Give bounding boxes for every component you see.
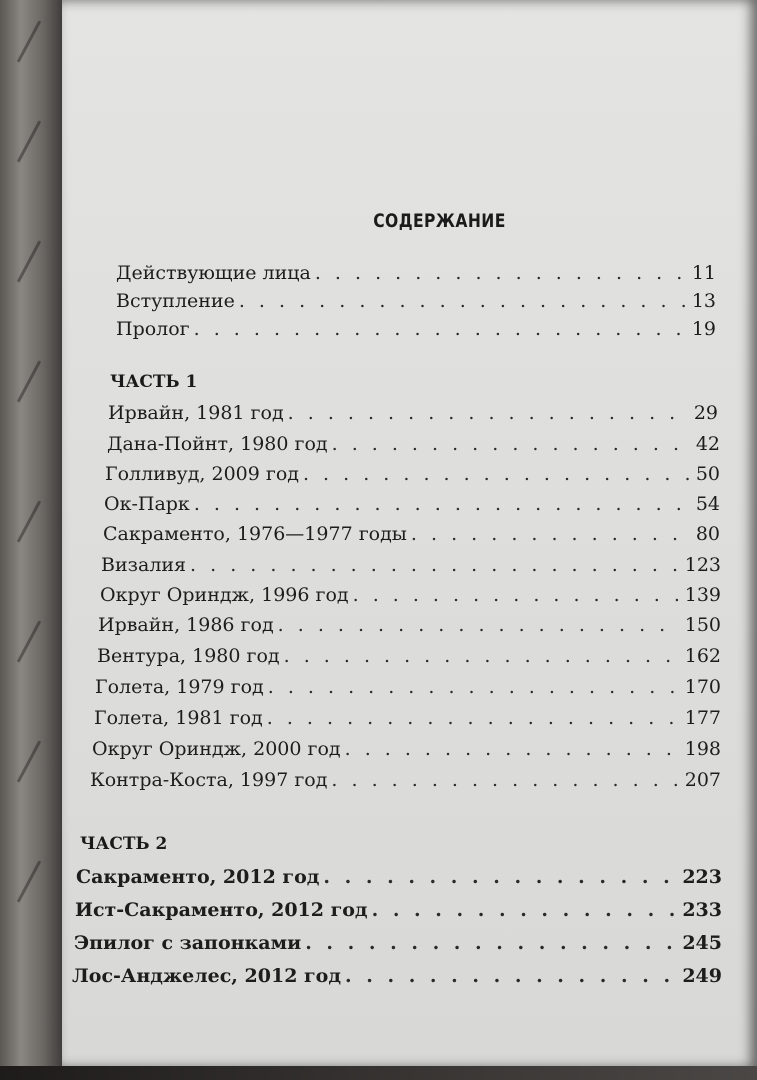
part-heading: ЧАСТЬ 2 — [80, 834, 168, 854]
toc-title: СОДЕРЖАНИЕ — [373, 210, 506, 232]
leader-dots — [239, 290, 688, 312]
toc-entry-label: Голета, 1979 год — [95, 676, 264, 698]
toc-entry-label: Лос-Анджелес, 2012 год — [72, 965, 342, 987]
toc-entry — [76, 866, 722, 896]
part-heading: ЧАСТЬ 1 — [110, 372, 198, 392]
toc-entry-page: 177 — [684, 707, 721, 729]
toc-entry — [72, 965, 722, 995]
toc-entry-label: Ирвайн, 1981 год — [108, 402, 284, 424]
leader-dots — [268, 676, 681, 698]
toc-entry — [90, 769, 721, 799]
leader-dots — [190, 554, 681, 576]
toc-entry-label: Ист-Сакраменто, 2012 год — [75, 899, 368, 921]
leader-dots — [353, 584, 681, 606]
toc-entry-label: Округ Ориндж, 2000 год — [92, 738, 341, 760]
leader-dots — [411, 523, 692, 545]
toc-entry-page: 233 — [682, 899, 722, 921]
toc-entry-label: Ирвайн, 1986 год — [98, 614, 274, 636]
toc-entry-label: Визалия — [101, 554, 187, 576]
toc-entry — [97, 645, 721, 675]
toc-entry-label: Сакраменто, 2012 год — [76, 866, 320, 888]
leader-dots — [305, 932, 678, 954]
toc-entry — [105, 463, 720, 493]
toc-entry-label: Округ Ориндж, 1996 год — [100, 584, 349, 606]
toc-entry — [116, 290, 716, 320]
leader-dots — [288, 402, 690, 424]
toc-entry-label: Действующие лица — [116, 262, 311, 284]
leader-dots — [267, 707, 681, 729]
toc-entry-label: Вступление — [116, 290, 235, 312]
toc-entry-page: 19 — [691, 318, 716, 340]
toc-entry-page: 150 — [684, 614, 721, 636]
toc-entry-page: 11 — [691, 262, 716, 284]
toc-entry-label: Контра-Коста, 1997 год — [90, 769, 328, 791]
toc-entry — [116, 262, 716, 292]
toc-entry-page: 207 — [684, 769, 721, 791]
toc-entry — [116, 318, 716, 348]
toc-entry-page: 54 — [695, 493, 720, 515]
leader-dots — [315, 262, 688, 284]
toc-entry-page: 13 — [691, 290, 716, 312]
leader-dots — [332, 433, 692, 455]
toc-entry-page: 223 — [682, 866, 722, 888]
toc-entry-page: 80 — [695, 523, 720, 545]
leader-dots — [331, 769, 680, 791]
toc-entry — [92, 738, 721, 768]
toc-entry-page: 249 — [682, 965, 722, 987]
leader-dots — [284, 645, 681, 667]
leader-dots — [323, 866, 678, 888]
book-bottom-edge — [0, 1066, 757, 1080]
toc-entry — [94, 707, 721, 737]
toc-entry-label: Ок-Парк — [104, 493, 190, 515]
toc-entry — [75, 899, 722, 929]
toc-entry-page: 29 — [693, 402, 718, 424]
toc-entry-label: Голета, 1981 год — [94, 707, 263, 729]
toc-entry-label: Дана-Пойнт, 1980 год — [107, 433, 328, 455]
toc-entry-label: Вентура, 1980 год — [97, 645, 280, 667]
leader-dots — [345, 965, 678, 987]
toc-entry-page: 170 — [684, 676, 721, 698]
toc-entry-page: 42 — [695, 433, 720, 455]
toc-page — [62, 0, 757, 1068]
toc-entry — [98, 614, 721, 644]
leader-dots — [345, 738, 681, 760]
toc-entry — [107, 433, 720, 463]
toc-entry-page: 245 — [682, 932, 722, 954]
toc-entry-label: Сакраменто, 1976—1977 годы — [103, 523, 407, 545]
toc-entry-label: Голливуд, 2009 год — [105, 463, 299, 485]
toc-entry-label: Пролог — [116, 318, 190, 340]
toc-entry — [103, 523, 720, 553]
toc-entry-page: 123 — [684, 554, 721, 576]
toc-entry — [104, 493, 720, 523]
toc-entry — [101, 554, 721, 584]
toc-entry-page: 162 — [684, 645, 721, 667]
toc-entry — [108, 402, 718, 432]
leader-dots — [194, 318, 688, 340]
leader-dots — [194, 493, 692, 515]
toc-entry — [95, 676, 721, 706]
toc-entry — [74, 932, 722, 962]
leader-dots — [278, 614, 681, 636]
toc-entry — [100, 584, 721, 614]
leader-dots — [303, 463, 692, 485]
left-page-edge — [0, 0, 70, 1080]
toc-entry-page: 139 — [684, 584, 721, 606]
toc-entry-page: 50 — [695, 463, 720, 485]
toc-entry-label: Эпилог с запонками — [74, 932, 302, 954]
toc-entry-page: 198 — [684, 738, 721, 760]
leader-dots — [372, 899, 679, 921]
